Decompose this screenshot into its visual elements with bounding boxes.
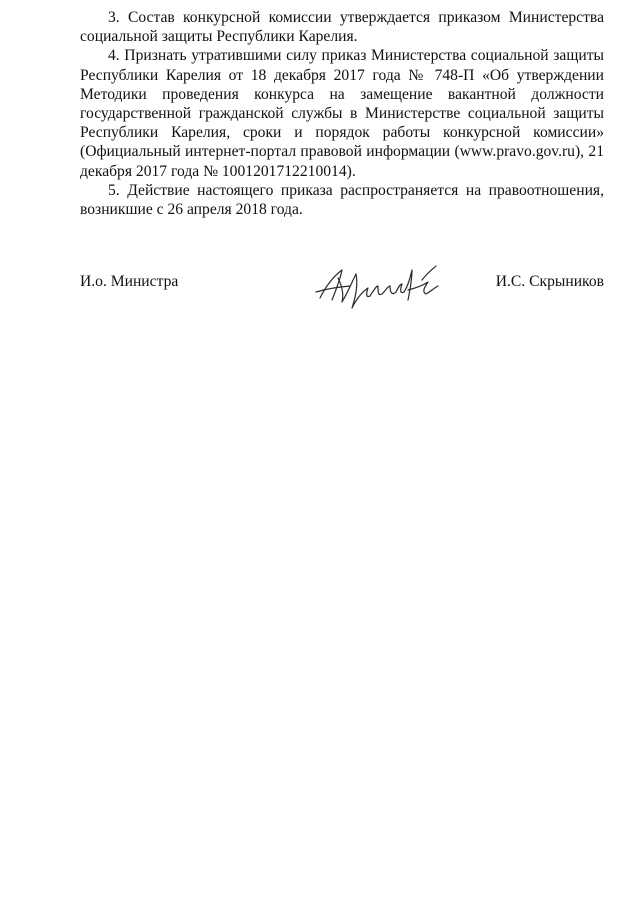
paragraph-3: 3. Состав конкурсной комиссии утверждается приказом Министерства социальной защиты Республики Карелия. bbox=[80, 9, 604, 46]
document-body bbox=[80, 8, 604, 219]
paragraph-4: 4. Признать утратившими силу приказ Министерства социальной защиты Республики Карелия от 18 декабря 2017 года № 748-П «Об утверждении Методики проведения конкурса на замещение вакантной должности государственной гражданской службы в Министерстве социальной защиты Республики Карелия, сроки и порядок работы конкурсной комиссии» (Официальный интернет-портал правовой информации (www.pravo.gov.ru), 21 декабря 2017 года № 1001201712210014). bbox=[80, 47, 604, 180]
signatory-name: И.С. Скрыников bbox=[495, 273, 604, 290]
signatory-title: И.о. Министра bbox=[80, 273, 179, 290]
handwritten-signature bbox=[312, 256, 452, 316]
paragraph-5: 5. Действие настоящего приказа распространяется на правоотношения, возникшие с 26 апреля 2018 года. bbox=[80, 181, 604, 219]
